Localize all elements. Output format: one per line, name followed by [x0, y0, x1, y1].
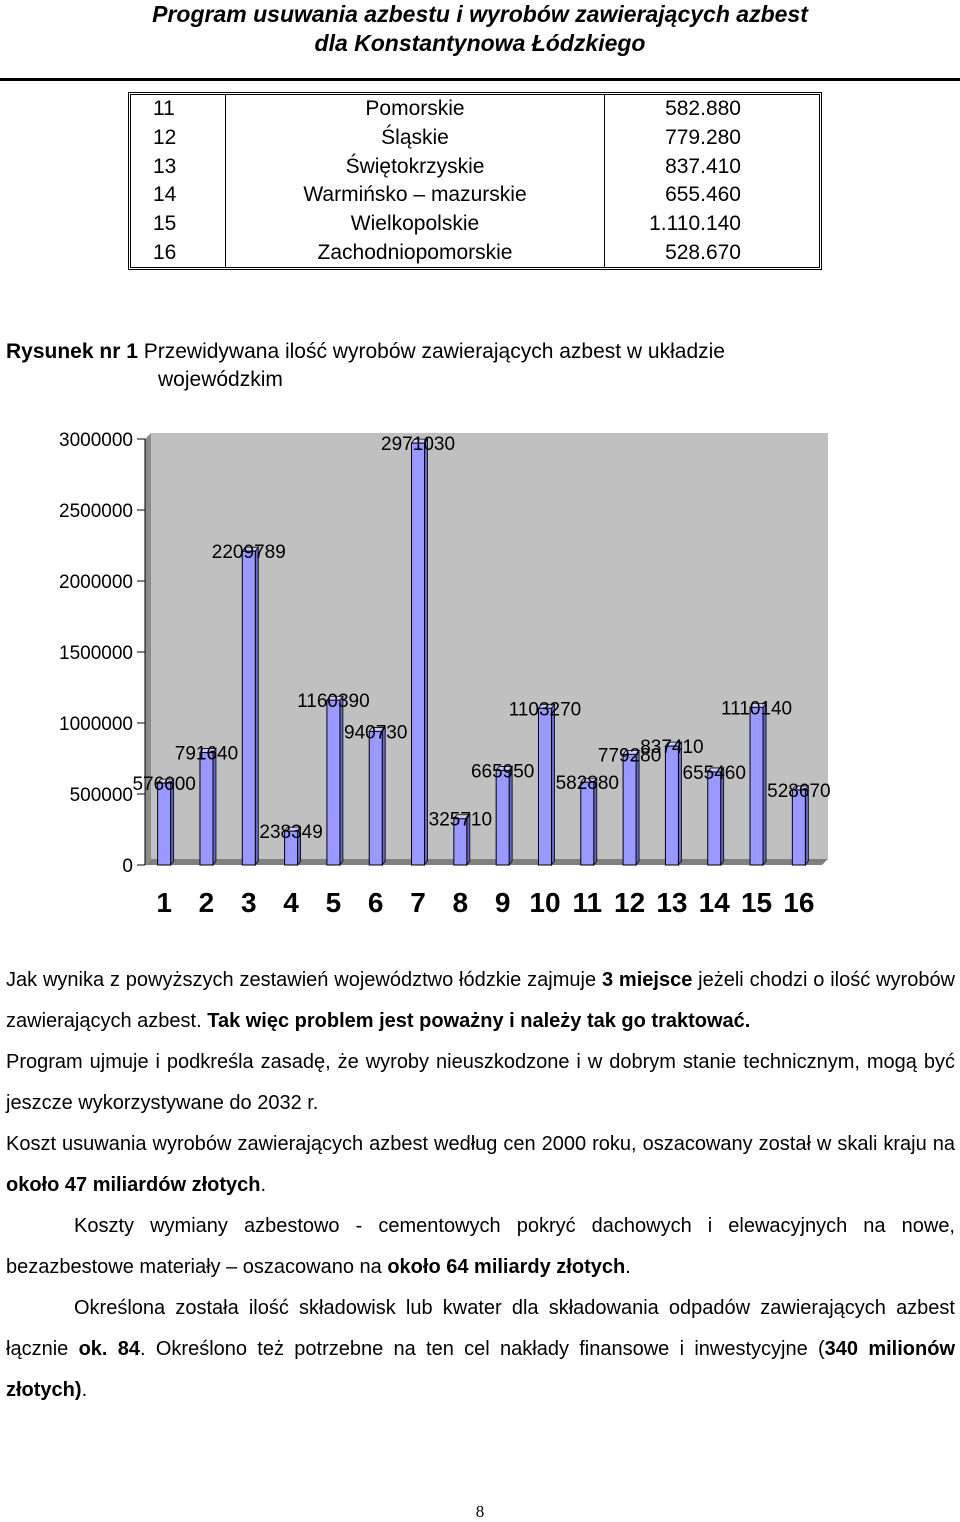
y-tick-label: 3000000 — [59, 430, 133, 451]
bar — [158, 783, 171, 865]
data-label: 2971030 — [381, 434, 456, 456]
data-label: 582880 — [555, 773, 619, 795]
data-label: 1110140 — [720, 698, 793, 720]
data-label: 665950 — [470, 761, 535, 783]
region-value: 779.280 — [665, 126, 741, 150]
bar — [665, 746, 678, 865]
header-title-line2: dla Konstantynowa Łódzkiego — [314, 30, 646, 56]
data-label: 325710 — [428, 809, 493, 831]
p3-cost: około 47 miliardów złotych — [6, 1174, 261, 1196]
region-value: 528.670 — [665, 240, 741, 264]
bar — [708, 772, 721, 865]
x-tick-label: 3 — [240, 887, 257, 918]
bar — [581, 782, 594, 865]
region-name: Śląskie — [226, 124, 605, 153]
table-row — [131, 210, 819, 239]
bar-chart — [0, 420, 960, 940]
x-tick-label: 6 — [367, 887, 384, 918]
p5-text-e: . — [81, 1379, 88, 1401]
x-tick-label: 4 — [283, 887, 299, 918]
region-name: Świętokrzyskie — [226, 152, 605, 181]
table-row — [131, 152, 819, 181]
p5-count: ok. 84 — [78, 1338, 140, 1360]
paragraph-5 — [6, 1288, 955, 1411]
table-row — [131, 238, 819, 267]
bar — [750, 707, 763, 865]
x-tick-label: 13 — [656, 887, 688, 918]
figure-caption-text: Przewidywana ilość wyrobów zawierających azbest w układzie — [143, 340, 725, 363]
table-row — [131, 95, 819, 124]
figure-label: Rysunek nr 1 — [6, 340, 138, 363]
table-row — [131, 181, 819, 210]
p5-text-a: Określona została ilość składowisk lub kwater dla składowania odpadów zawierających azbest łącznie — [6, 1297, 955, 1360]
region-name: Wielkopolskie — [226, 210, 605, 239]
region-value: 655.460 — [665, 183, 741, 207]
x-tick-label: 9 — [494, 887, 511, 918]
x-tick-label: 5 — [325, 887, 342, 918]
data-label: 779280 — [597, 745, 662, 767]
y-tick-label: 1000000 — [59, 714, 133, 735]
y-tick-label: 500000 — [69, 785, 133, 806]
bar — [623, 754, 636, 865]
data-label: 655460 — [682, 762, 746, 784]
data-label: 576600 — [132, 774, 196, 796]
data-label: 2209789 — [211, 542, 286, 564]
bar — [496, 770, 509, 865]
header-rule — [0, 78, 960, 81]
x-tick-label: 10 — [529, 887, 561, 918]
paragraph-4 — [6, 1206, 955, 1288]
region-value: 582.880 — [665, 97, 741, 121]
region-name: Pomorskie — [226, 95, 605, 124]
figure-caption — [6, 338, 826, 394]
row-number: 11 — [131, 95, 226, 124]
row-number: 15 — [131, 210, 226, 239]
region-value: 1.110.140 — [649, 212, 741, 236]
table-row — [131, 124, 819, 153]
p5-amount: 340 milionów złotych) — [6, 1338, 955, 1401]
region-name: Warmińsko – mazurskie — [226, 181, 605, 210]
region-name: Zachodniopomorskie — [226, 238, 605, 267]
row-number: 13 — [131, 152, 226, 181]
x-tick-label: 14 — [698, 887, 730, 918]
p3-text-a: Koszt usuwania wyrobów zawierających azbest według cen 2000 roku, oszacowany został w skali kraju na — [6, 1133, 955, 1155]
y-tick-label: 1500000 — [59, 643, 133, 664]
bar — [538, 708, 551, 865]
paragraph-3 — [6, 1124, 955, 1206]
y-tick-label: 0 — [122, 856, 133, 877]
voivodeship-table — [128, 92, 822, 270]
p4-text-c: . — [625, 1256, 631, 1278]
p1-text-a: Jak wynika z powyższych zestawień województwo łódzkie zajmuje — [6, 969, 597, 991]
data-label: 1103270 — [508, 699, 582, 721]
y-tick-label: 2000000 — [59, 572, 133, 593]
page-number: 8 — [475, 1502, 485, 1521]
header-title-line1: Program usuwania azbestu i wyrobów zawierających azbest — [152, 1, 808, 27]
bar — [327, 700, 340, 865]
p5-text-c: . Określono też potrzebne na ten cel nakłady finansowe i inwestycyjne ( — [140, 1338, 825, 1360]
data-label: 528670 — [767, 780, 831, 802]
x-tick-label: 12 — [614, 887, 646, 918]
x-tick-label: 1 — [156, 887, 172, 918]
plot-side-wall — [145, 433, 151, 865]
data-label: 837410 — [640, 737, 704, 759]
data-label: 791640 — [174, 743, 239, 765]
data-label: 238349 — [259, 822, 323, 844]
p4-cost: około 64 miliardy złotych — [387, 1256, 626, 1278]
row-number: 12 — [131, 124, 226, 153]
p3-text-c: . — [260, 1174, 267, 1196]
p1-emphasis: Tak więc problem jest poważny i należy tak go traktować. — [207, 1010, 751, 1032]
x-tick-label: 16 — [783, 887, 815, 918]
x-tick-label: 2 — [198, 887, 215, 918]
data-label: 1160390 — [297, 691, 370, 713]
bar — [412, 443, 425, 865]
x-tick-label: 7 — [410, 887, 426, 918]
region-value: 837.410 — [665, 154, 741, 178]
x-tick-label: 15 — [740, 887, 773, 918]
x-tick-label: 11 — [572, 887, 603, 918]
bar — [200, 753, 213, 865]
p1-rank: 3 — [601, 969, 614, 991]
page-header — [0, 0, 960, 80]
p1-text-d: jeżeli chodzi o ilość wyrobów zawierających azbest. — [6, 969, 956, 1032]
p1-place: miejsce — [618, 969, 693, 991]
data-label: 940730 — [344, 722, 408, 744]
row-number: 16 — [131, 238, 226, 267]
paragraph-1 — [6, 960, 955, 1042]
figure-caption-text-cont: wojewódzkim — [158, 368, 283, 391]
bar — [369, 731, 382, 865]
row-number: 14 — [131, 181, 226, 210]
y-tick-label: 2500000 — [59, 501, 133, 522]
p4-text-a: Koszty wymiany azbestowo - cementowych pokryć dachowych i elewacyjnych na nowe, bezazbestowe materiały – oszacowano na — [6, 1215, 955, 1278]
x-tick-label: 8 — [452, 887, 469, 918]
table-body — [131, 95, 819, 267]
paragraph-2: Program ujmuje i podkreśla zasadę, że wyroby nieuszkodzone i w dobrym stanie technicznym, mogą być jeszcze wykorzystywane do 2032 r. — [6, 1051, 955, 1114]
bar — [242, 551, 255, 865]
body-text — [6, 960, 955, 1411]
